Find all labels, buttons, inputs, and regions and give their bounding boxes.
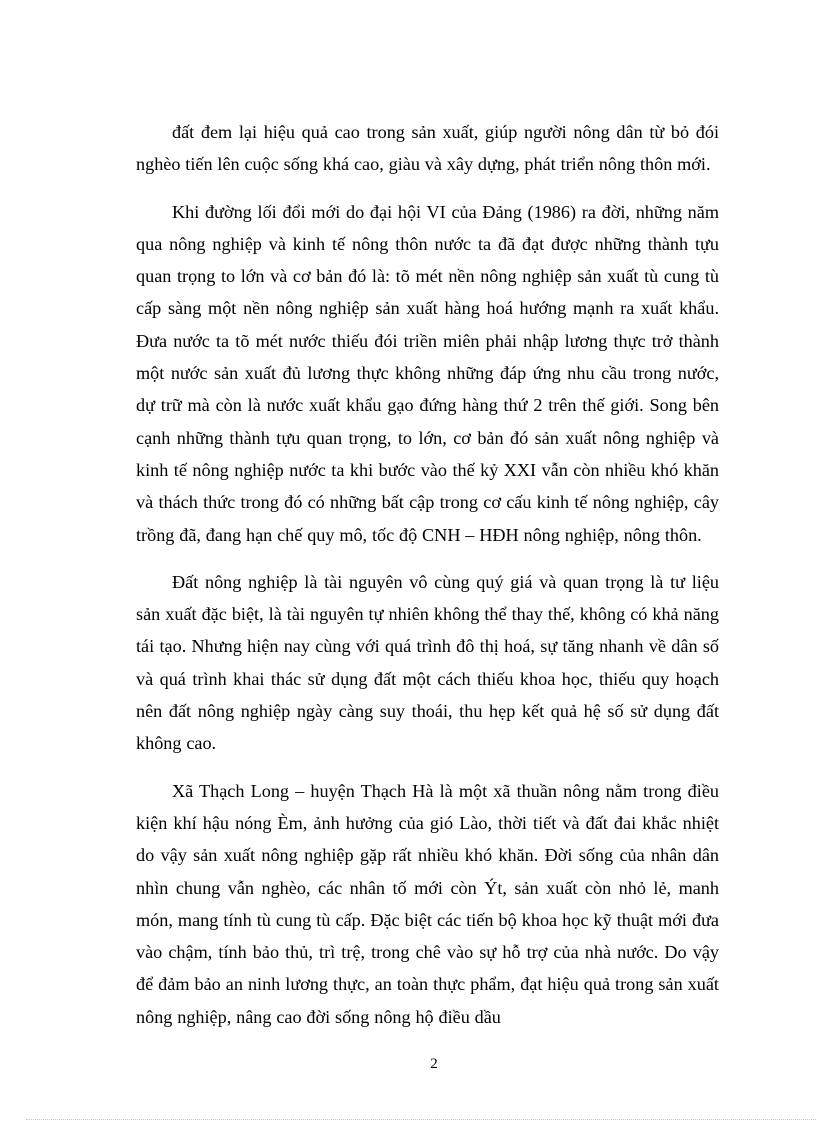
- page-number: 2: [430, 1056, 438, 1072]
- paragraph-1: đất đem lại hiệu quả cao trong sản xuất, giúp người nông dân từ bỏ đói nghèo tiến lên cuộc sống khá cao, giàu và xây dựng, phát triển nông thôn mới.: [136, 122, 719, 175]
- page-bottom-border: [26, 1119, 816, 1120]
- paragraph-4: Xã Thạch Long – huyện Thạch Hà là một xã thuần nông nằm trong điều kiện khí hậu nóng Èm, ảnh hưởng của gió Lào, thời tiết và đất đai khắc nhiệt do vậy sản xuất nông nghiệp gặp rất nhiều khó khăn. Đời sống của nhân dân nhìn chung vẫn nghèo, các nhân tố mới còn Ýt, sản xuất còn nhỏ lẻ, manh món, mang tính tù cung tù cấp. Đặc biệt các tiến bộ khoa học kỹ thuật mới đưa vào chậm, tính bảo thủ, trì trệ, trong chê vào sự hỗ trợ của nhà nước. Do vậy để đảm bảo an ninh lương thực, an toàn thực phẩm, đạt hiệu quả trong sản xuất nông nghiệp, nâng cao đời sống nông hộ điều dầu: [136, 780, 719, 1027]
- body-text: [136, 116, 719, 1048]
- paragraph-3: Đất nông nghiệp là tài nguyên vô cùng quý giá và quan trọng là tư liệu sản xuất đặc biệt, là tài nguyên tự nhiên không thể thay thế, không có khả năng tái tạo. Nhưng hiện nay cùng với quá trình đô thị hoá, sự tăng nhanh về dân số và quá trình khai thác sử dụng đất một cách thiếu khoa học, thiếu quy hoạch nên đất nông nghiệp ngày càng suy thoái, thu hẹp kết quả hệ số sử dụng đất không cao.: [136, 571, 719, 754]
- paragraph-2: Khi đường lối đổi mới do đại hội VI của Đảng (1986) ra đời, những năm qua nông nghiệp và kinh tế nông thôn nước ta đã đạt được những thành tựu quan trọng to lớn và cơ bản đó là: tõ mét nền nông nghiệp sản xuất tù cung tù cấp sàng một nền nông nghiệp sản xuất hàng hoá hướng mạnh ra xuất khẩu. Đưa nước ta tõ mét nước thiếu đói triền miên phải nhập lương thực trở thành một nước sản xuất đủ lương thực không những đáp ứng nhu cầu trong nước, dự trữ mà còn là nước xuất khẩu gạo đứng hàng thứ 2 trên thế giới. Song bên cạnh những thành tựu quan trọng, to lớn, cơ bản đó sản xuất nông nghiệp và kinh tế nông nghiệp nước ta khi bước vào thế kỷ XXI vẫn còn nhiều khó khăn và thách thức trong đó có những bất cập trong cơ cấu kinh tế nông nghiệp, cây trồng đã, đang hạn chế quy mô, tốc độ CNH – HĐH nông nghiệp, nông thôn.: [136, 201, 719, 545]
